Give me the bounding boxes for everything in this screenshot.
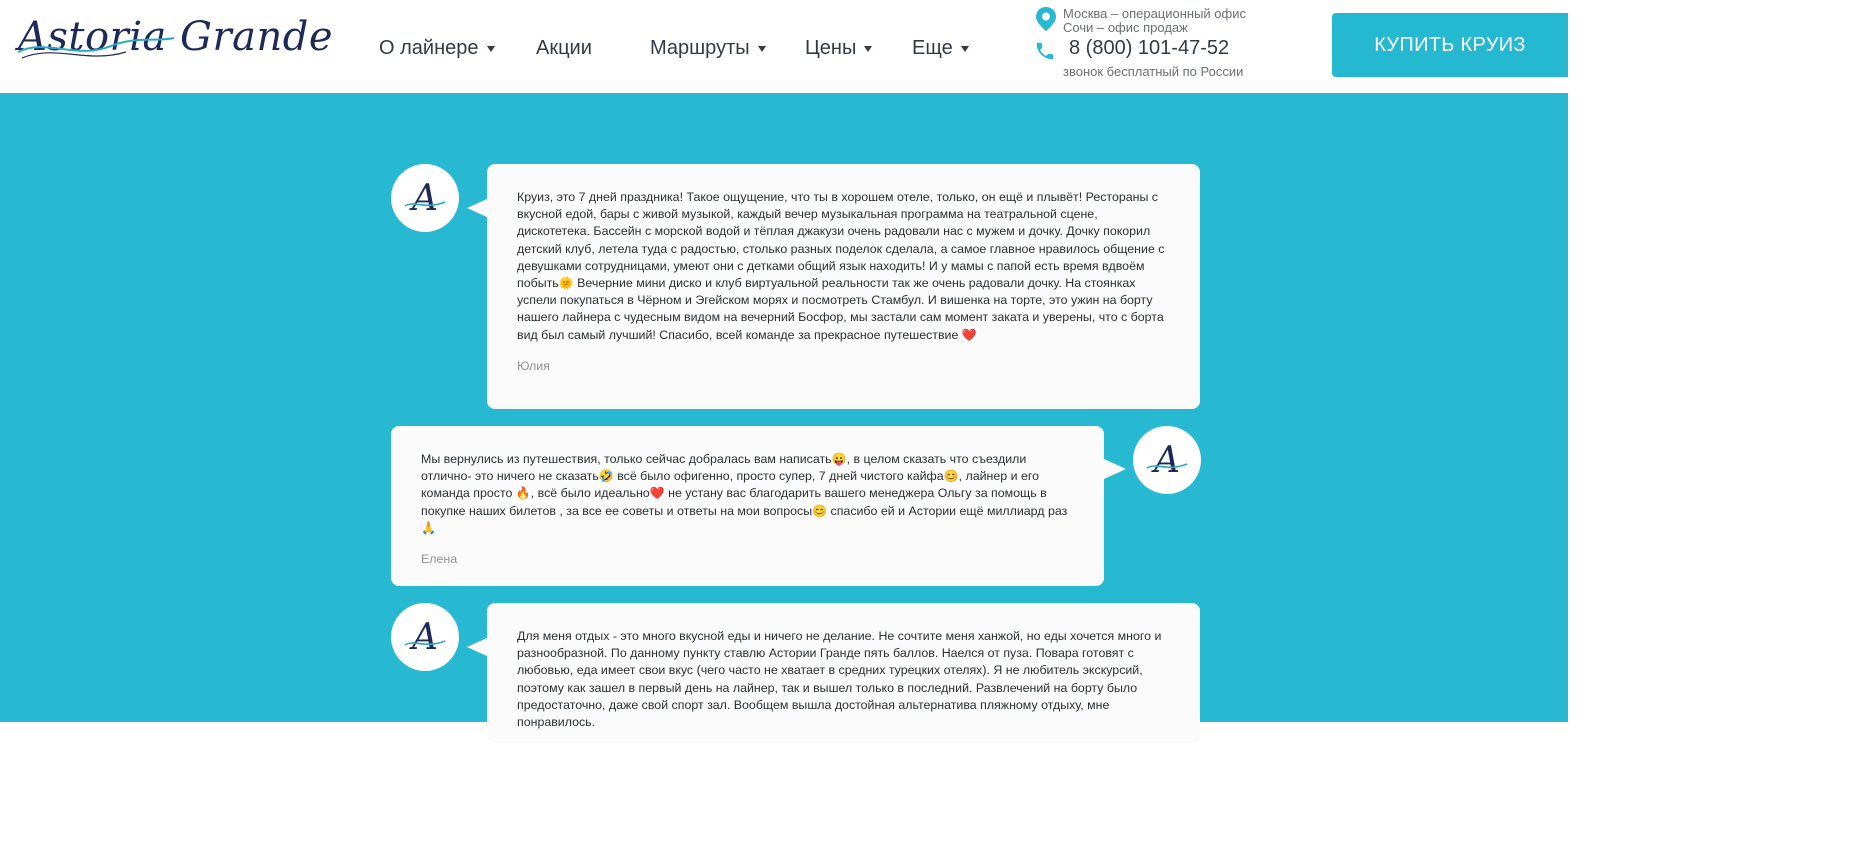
reviewer-avatar <box>391 164 459 232</box>
logo-swash-decoration <box>16 30 176 64</box>
nav-item-promotions[interactable] <box>536 37 592 60</box>
phone-number-link[interactable]: 8 (800) 101-47-52 <box>1069 37 1230 59</box>
heart-emoji-icon: ❤️ <box>649 486 665 501</box>
rofl-emoji-icon: 🤣 <box>598 469 614 484</box>
header <box>0 0 1568 93</box>
office-moscow: Москва – операционный офис <box>1063 6 1246 21</box>
svg-text:A: A <box>412 178 438 219</box>
chevron-down-icon <box>961 46 969 52</box>
phone-note: звонок бесплатный по России <box>1063 64 1244 79</box>
fire-emoji-icon: 🔥 <box>515 486 531 501</box>
heart-emoji-icon: ❤️ <box>961 327 977 342</box>
reviewer-avatar <box>1133 426 1201 494</box>
nav-label: Маршруты <box>650 37 750 59</box>
chevron-down-icon <box>487 46 495 52</box>
brand-monogram-icon <box>399 611 451 663</box>
reviews-section <box>0 93 1568 730</box>
nav-label: О лайнере <box>379 37 479 59</box>
nav-item-routes[interactable] <box>650 37 766 60</box>
smile-emoji-icon: 😊 <box>943 469 959 484</box>
brand-monogram-icon <box>1141 434 1193 486</box>
svg-text:A: A <box>412 617 438 658</box>
map-pin-icon <box>1035 6 1057 32</box>
pray-emoji-icon: 🙏 <box>421 520 436 535</box>
buy-cruise-button[interactable]: КУПИТЬ КРУИЗ <box>1332 13 1568 77</box>
chevron-down-icon <box>758 46 766 52</box>
review-text: Круиз, это 7 дней праздника! Такое ощущение, что ты в хорошем отеле, только, он ещё и плывёт! Рестораны с вкусной едой, бары с живой музыкой, каждый вечер музыкальная программа на театральной сцене, дискотетека. Бассейн с морской водой и тёплая джакузи очень радовали нас с мужем и дочку. Дочку покорил детский клуб, летела туда с радостью, столько разных поделок сделала, а самое главное нравилось общение с девушками сотрудницами, умеют они с детками общий язык находить! И у мамы с папой есть время вдвоём побыть🌞 Вечерние мини диско и клуб виртуальной реальности так же очень радовали дочку. На стоянках успели покупаться в Чёрном и Эгейском морях и посмотреть Стамбул. И вишенка на торте, это ужин на борту нашего лайнера с чудесным видом на вечерний Босфор, мы застали сам момент заката и уверены, что с борта вид был самый лучший! Спасибо, всей команде за прекрасное путешествие ❤️ <box>517 190 1165 342</box>
review-card <box>487 603 1200 743</box>
speech-tail <box>1104 459 1126 479</box>
review-text: Мы вернулись из путешествия, только сейчас добралась вам написать😛, в целом сказать что съездили отлично- это ничего не сказать🤣 всё было офигенно, просто супер, 7 дней чистого кайфа😊, лайнер и его команда просто 🔥, всё было идеально❤️ не устану вас благодарить вашего менеджера Ольгу за помощь в покупке наших билетов , за все ее советы и ответы на мои вопросы😊 спасибо ей и Астории ещё миллиард раз🙏 <box>421 452 1068 535</box>
logo[interactable]: Astoria Grande <box>18 14 334 60</box>
smile-emoji-icon: 😊 <box>812 503 828 518</box>
review-card <box>487 164 1200 409</box>
nav-label: Еще <box>912 37 953 59</box>
phone-icon <box>1034 40 1056 62</box>
review-author: Елена <box>421 552 458 567</box>
office-sochi: Сочи – офис продаж <box>1063 20 1188 35</box>
nav-label: Акции <box>536 37 592 59</box>
review-text: Для меня отдых - это много вкусной еды и ничего не делание. Не сочтите меня ханжой, но еды хочется много и разнообразной. По данному пункту ставлю Астории Гранде пять баллов. Наелся от пуза. Повара готовят с любовью, еда имеет свои вкус (чего часто не хватает в средних турецких отелях). Я не любитель экскурсий, поэтому как зашел в первый день на лайнер, так и вышел только в последний. Развлечений на борту было предостаточно, даже свой спорт зал. Вообщем вышла достойная альтернатива пляжному отдыху, мне понравилось. <box>517 629 1162 730</box>
review-author: Юлия <box>517 358 550 373</box>
nav-item-liner[interactable] <box>379 37 495 60</box>
nav-item-more[interactable] <box>912 37 969 60</box>
tongue-emoji-icon: 😛 <box>831 452 847 466</box>
nav-item-prices[interactable] <box>805 37 872 60</box>
brand-monogram-icon <box>399 172 451 224</box>
speech-tail <box>467 198 489 218</box>
svg-text:A: A <box>1154 440 1180 481</box>
speech-tail <box>467 637 489 657</box>
review-card <box>391 426 1104 586</box>
nav-label: Цены <box>805 37 857 59</box>
chevron-down-icon <box>864 46 872 52</box>
reviewer-avatar <box>391 603 459 671</box>
sun-emoji-icon: 🌞 <box>558 276 574 291</box>
